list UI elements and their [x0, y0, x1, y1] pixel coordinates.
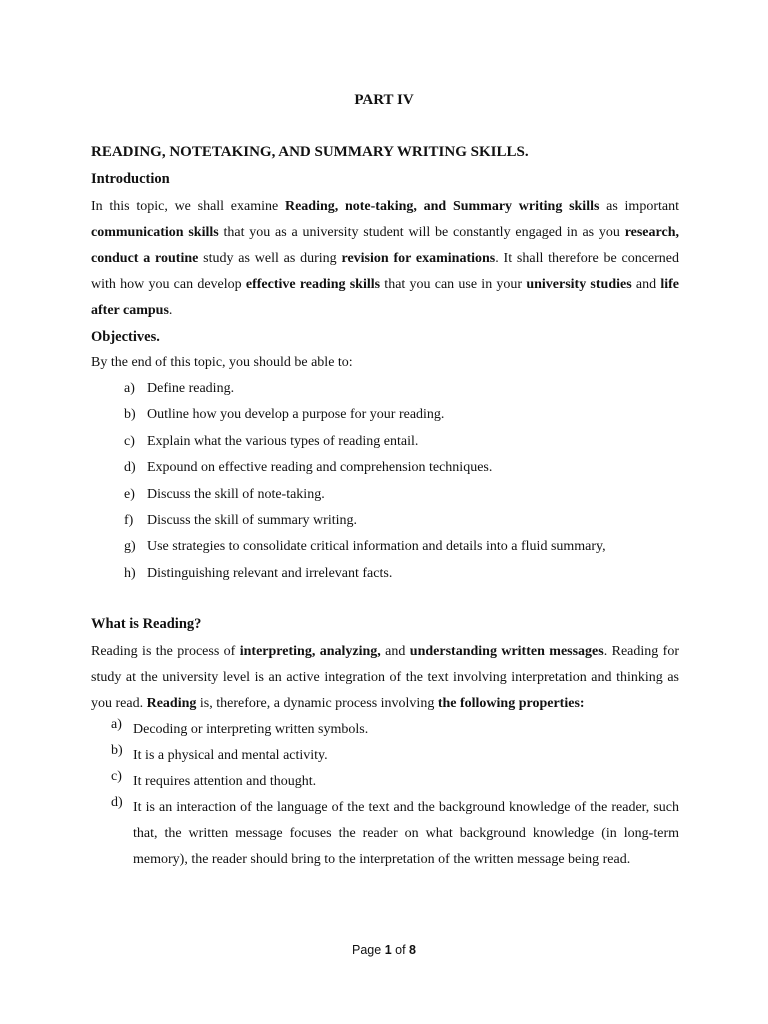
page-separator: of — [391, 943, 410, 957]
reading-segment: the following properties: — [437, 696, 585, 711]
intro-segment: . It shall therefore be concerned with how you can develop — [91, 251, 679, 292]
introduction-paragraph — [91, 194, 679, 324]
list-marker: g) — [124, 539, 136, 555]
list-item-text: Discuss the skill of note-taking. — [147, 486, 325, 502]
list-item-text: Explain what the various types of reading entail. — [147, 433, 419, 449]
list-item — [0, 487, 768, 513]
page-footer — [0, 943, 768, 957]
page-label: Page — [352, 943, 385, 957]
objectives-lead: By the end of this topic, you should be able to: — [91, 355, 353, 370]
list-item-text: It requires attention and thought. — [133, 774, 317, 789]
intro-segment: effective reading skills — [245, 277, 381, 292]
list-item — [0, 407, 768, 433]
page-total: 8 — [409, 943, 416, 957]
list-marker: h) — [124, 565, 136, 581]
list-marker: e) — [124, 486, 135, 502]
list-item-text: It is a physical and mental activity. — [133, 748, 328, 763]
intro-segment: revision for examinations — [341, 251, 496, 266]
list-marker: b) — [111, 743, 123, 758]
list-item — [0, 795, 768, 873]
objectives-list — [0, 381, 768, 592]
objectives-heading: Objectives. — [91, 329, 160, 345]
intro-segment: and — [631, 277, 661, 292]
list-item-text: Use strategies to consolidate critical information and details into a fluid summary, — [147, 539, 606, 555]
list-item — [0, 381, 768, 407]
list-marker: c) — [111, 769, 122, 784]
part-title: PART IV — [354, 92, 414, 108]
list-marker: c) — [124, 433, 135, 449]
page-number: 1 — [384, 943, 392, 957]
reading-properties-list — [0, 717, 768, 873]
reading-segment: Reading is the process of — [91, 644, 240, 659]
list-marker: a) — [124, 381, 135, 396]
list-marker: a) — [111, 717, 122, 732]
reading-segment: is, therefore, a dynamic process involving — [196, 696, 438, 711]
intro-segment: research, conduct a routine — [91, 225, 679, 266]
intro-segment: that you can use in your — [380, 277, 527, 292]
list-item-text: Expound on effective reading and comprehension techniques. — [147, 460, 493, 476]
list-marker: d) — [124, 460, 136, 476]
introduction-heading: Introduction — [91, 171, 170, 187]
list-marker: d) — [111, 795, 123, 810]
intro-segment: life after campus — [91, 277, 679, 318]
intro-segment: In this topic, we shall examine — [91, 199, 285, 214]
intro-segment: Reading, note-taking, and Summary writing skills — [284, 199, 600, 214]
list-item-text: Distinguishing relevant and irrelevant facts. — [147, 565, 393, 581]
list-item-text: Decoding or interpreting written symbols. — [133, 722, 369, 737]
list-item — [0, 769, 768, 795]
reading-segment: understanding written messages — [409, 644, 604, 659]
reading-segment: . Reading for study at the university level is an active integration of the text involving interpretation and thinking as you read. — [91, 644, 679, 711]
list-item — [0, 513, 768, 539]
list-item — [0, 460, 768, 486]
list-item-text: Outline how you develop a purpose for your reading. — [147, 407, 445, 423]
list-item — [0, 717, 768, 743]
reading-segment: and — [380, 644, 410, 659]
list-item-text: Discuss the skill of summary writing. — [147, 512, 357, 528]
reading-segment: interpreting, analyzing, — [239, 644, 381, 659]
intro-segment: communication skills — [91, 225, 219, 240]
list-item-text: It is an interaction of the language of the text and the background knowledge of the reader, such that, the written message focuses the reader on what background knowledge (in long-term memory), the reader should bring to the interpretation of the written message being read. — [133, 800, 679, 867]
list-marker: b) — [124, 407, 136, 423]
intro-segment: that you as a university student will be constantly engaged in as you — [218, 225, 625, 240]
list-marker: f) — [124, 512, 134, 528]
intro-segment: university studies — [526, 277, 632, 292]
list-item-text: Define reading. — [147, 381, 235, 396]
intro-segment: study as well as during — [198, 251, 342, 266]
reading-segment: Reading — [146, 696, 197, 711]
list-item — [0, 539, 768, 565]
intro-segment: . — [168, 303, 173, 318]
list-item — [0, 434, 768, 460]
what-is-reading-heading: What is Reading? — [91, 616, 202, 632]
list-item — [0, 566, 768, 592]
main-heading: READING, NOTETAKING, AND SUMMARY WRITING SKILLS. — [91, 144, 529, 160]
list-item — [0, 743, 768, 769]
reading-definition-paragraph — [91, 639, 679, 717]
intro-segment: as important — [599, 199, 679, 214]
